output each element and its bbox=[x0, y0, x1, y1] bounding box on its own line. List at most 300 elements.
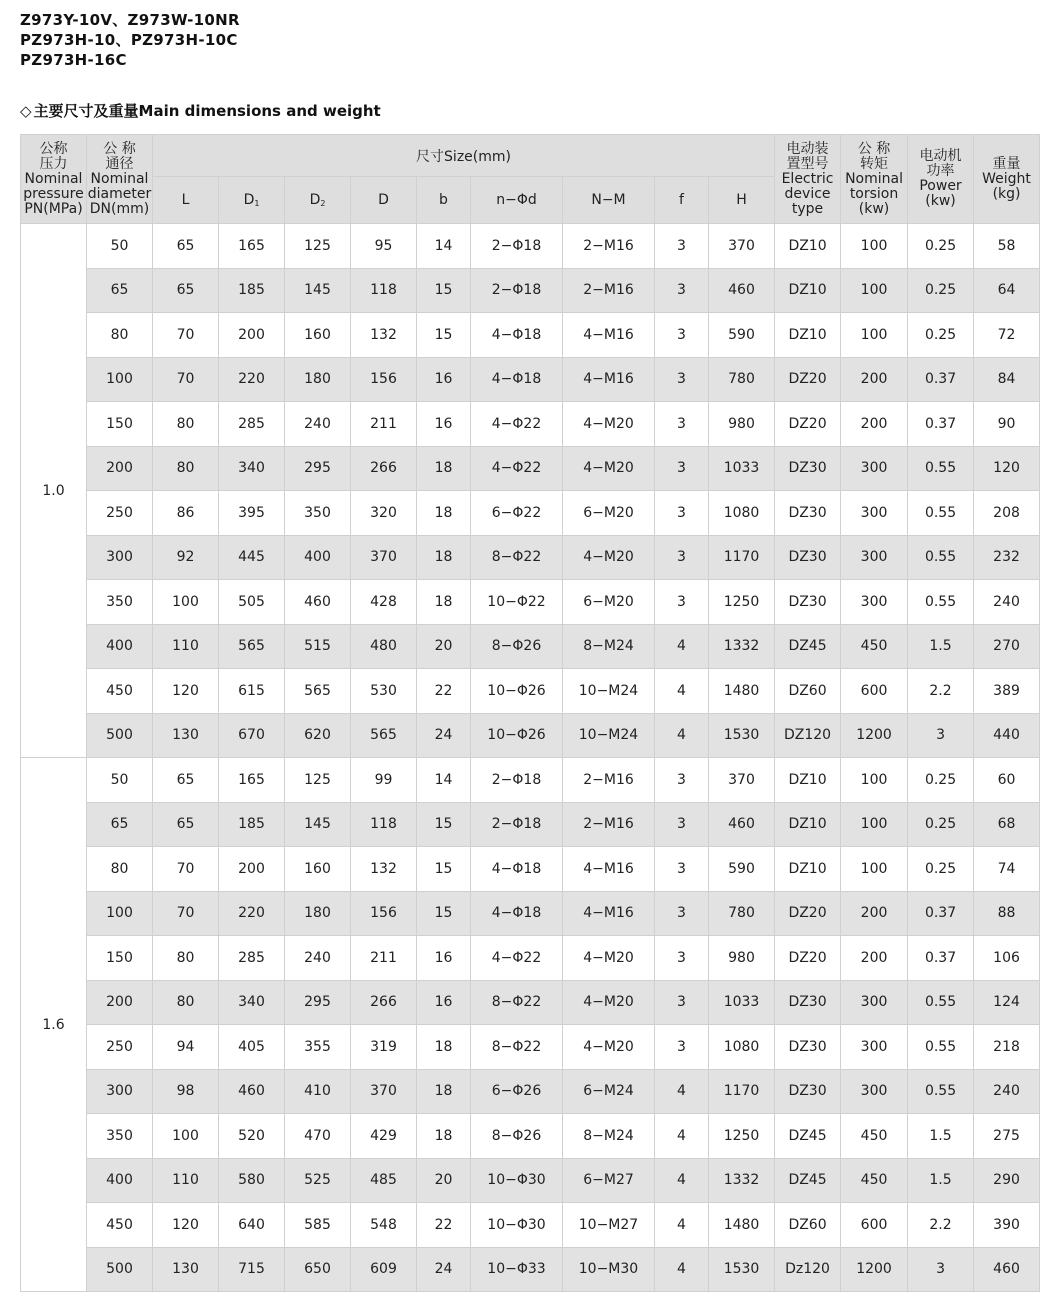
table-cell: 65 bbox=[153, 268, 219, 313]
table-cell: 4−Φ18 bbox=[471, 357, 563, 402]
table-cell: 3 bbox=[655, 980, 709, 1025]
table-cell: 640 bbox=[219, 1203, 285, 1248]
table-cell: 300 bbox=[841, 580, 908, 625]
table-cell: 4 bbox=[655, 1203, 709, 1248]
table-cell: 100 bbox=[841, 758, 908, 803]
table-cell: 3 bbox=[908, 713, 974, 758]
table-cell: 3 bbox=[655, 535, 709, 580]
table-cell: DZ10 bbox=[775, 313, 841, 358]
table-body bbox=[21, 224, 1040, 1292]
table-cell: 2−M16 bbox=[563, 802, 655, 847]
table-cell: 68 bbox=[974, 802, 1040, 847]
table-cell: 600 bbox=[841, 669, 908, 714]
table-cell: 200 bbox=[87, 446, 153, 491]
table-cell: 16 bbox=[417, 980, 471, 1025]
table-cell: 15 bbox=[417, 268, 471, 313]
table-cell: 300 bbox=[87, 1069, 153, 1114]
table-row bbox=[21, 402, 1040, 447]
table-cell: DZ60 bbox=[775, 669, 841, 714]
table-cell: 485 bbox=[351, 1158, 417, 1203]
table-cell: 4 bbox=[655, 669, 709, 714]
table-cell: DZ10 bbox=[775, 758, 841, 803]
table-cell: DZ10 bbox=[775, 224, 841, 269]
table-cell: 400 bbox=[87, 624, 153, 669]
table-cell: 132 bbox=[351, 847, 417, 892]
table-cell: 130 bbox=[153, 713, 219, 758]
header-size: 尺寸Size(mm) bbox=[153, 135, 775, 177]
table-cell: 400 bbox=[87, 1158, 153, 1203]
table-cell: 470 bbox=[285, 1114, 351, 1159]
table-row bbox=[21, 980, 1040, 1025]
table-cell: 58 bbox=[974, 224, 1040, 269]
table-cell: 4−M20 bbox=[563, 936, 655, 981]
table-cell: 4−Φ18 bbox=[471, 313, 563, 358]
table-cell: 150 bbox=[87, 402, 153, 447]
table-cell: 3 bbox=[655, 802, 709, 847]
table-cell: 95 bbox=[351, 224, 417, 269]
table-cell: 0.55 bbox=[908, 1069, 974, 1114]
table-cell: 355 bbox=[285, 1025, 351, 1070]
table-cell: 0.37 bbox=[908, 402, 974, 447]
table-row bbox=[21, 847, 1040, 892]
table-cell: 10−Φ33 bbox=[471, 1247, 563, 1292]
header-N-M: N−M bbox=[563, 177, 655, 224]
table-cell: 300 bbox=[841, 1025, 908, 1070]
table-cell: 88 bbox=[974, 891, 1040, 936]
table-cell: 0.55 bbox=[908, 535, 974, 580]
table-cell: 500 bbox=[87, 1247, 153, 1292]
table-cell: 10−M24 bbox=[563, 669, 655, 714]
table-cell: 565 bbox=[285, 669, 351, 714]
table-cell: 0.25 bbox=[908, 313, 974, 358]
table-cell: 240 bbox=[285, 402, 351, 447]
table-cell: 160 bbox=[285, 313, 351, 358]
table-cell: DZ45 bbox=[775, 624, 841, 669]
table-cell: 100 bbox=[841, 847, 908, 892]
table-cell: 60 bbox=[974, 758, 1040, 803]
table-cell: 370 bbox=[709, 224, 775, 269]
table-cell: 340 bbox=[219, 446, 285, 491]
table-cell: 65 bbox=[153, 758, 219, 803]
table-cell: 185 bbox=[219, 268, 285, 313]
table-cell: DZ10 bbox=[775, 268, 841, 313]
table-cell: 99 bbox=[351, 758, 417, 803]
header-f: f bbox=[655, 177, 709, 224]
table-cell: 8−M24 bbox=[563, 624, 655, 669]
table-cell: 0.37 bbox=[908, 891, 974, 936]
table-cell: 74 bbox=[974, 847, 1040, 892]
table-cell: DZ30 bbox=[775, 491, 841, 536]
table-cell: 180 bbox=[285, 357, 351, 402]
table-cell: 0.37 bbox=[908, 357, 974, 402]
header-D1: $D_1$ bbox=[219, 177, 285, 224]
table-cell: 650 bbox=[285, 1247, 351, 1292]
header-device: 电动装 置型号 Electric device type bbox=[775, 135, 841, 224]
table-cell: 125 bbox=[285, 758, 351, 803]
table-cell: 250 bbox=[87, 491, 153, 536]
header-H: H bbox=[709, 177, 775, 224]
table-cell: 0.55 bbox=[908, 580, 974, 625]
table-cell: 232 bbox=[974, 535, 1040, 580]
table-cell: 0.55 bbox=[908, 1025, 974, 1070]
table-cell: 8−M24 bbox=[563, 1114, 655, 1159]
table-cell: 4 bbox=[655, 624, 709, 669]
table-cell: 4−Φ22 bbox=[471, 402, 563, 447]
table-cell: 6−Φ26 bbox=[471, 1069, 563, 1114]
table-cell: 450 bbox=[87, 1203, 153, 1248]
table-cell: 460 bbox=[974, 1247, 1040, 1292]
table-cell: 450 bbox=[87, 669, 153, 714]
table-cell: 100 bbox=[841, 802, 908, 847]
table-cell: 15 bbox=[417, 847, 471, 892]
table-cell: 4 bbox=[655, 1069, 709, 1114]
table-cell: 92 bbox=[153, 535, 219, 580]
table-cell: DZ30 bbox=[775, 980, 841, 1025]
table-cell: 460 bbox=[709, 268, 775, 313]
table-cell: 156 bbox=[351, 891, 417, 936]
table-cell: 285 bbox=[219, 936, 285, 981]
table-cell: 1250 bbox=[709, 580, 775, 625]
table-cell: 3 bbox=[655, 936, 709, 981]
table-cell: 395 bbox=[219, 491, 285, 536]
table-cell: 0.25 bbox=[908, 268, 974, 313]
table-cell: 156 bbox=[351, 357, 417, 402]
table-row bbox=[21, 268, 1040, 313]
table-cell: 16 bbox=[417, 357, 471, 402]
table-cell: 2−M16 bbox=[563, 758, 655, 803]
table-cell: 300 bbox=[841, 535, 908, 580]
table-cell: 124 bbox=[974, 980, 1040, 1025]
table-row bbox=[21, 891, 1040, 936]
table-row bbox=[21, 1114, 1040, 1159]
table-cell: 220 bbox=[219, 891, 285, 936]
table-cell: DZ30 bbox=[775, 1025, 841, 1070]
table-cell: 98 bbox=[153, 1069, 219, 1114]
table-cell: 520 bbox=[219, 1114, 285, 1159]
table-cell: 515 bbox=[285, 624, 351, 669]
table-cell: 0.55 bbox=[908, 491, 974, 536]
table-cell: 6−M24 bbox=[563, 1069, 655, 1114]
table-cell: 1.5 bbox=[908, 624, 974, 669]
table-row bbox=[21, 224, 1040, 269]
table-cell: 15 bbox=[417, 891, 471, 936]
table-cell: DZ30 bbox=[775, 1069, 841, 1114]
table-cell: 429 bbox=[351, 1114, 417, 1159]
table-cell: 10−Φ26 bbox=[471, 713, 563, 758]
table-cell: 780 bbox=[709, 891, 775, 936]
table-cell: 70 bbox=[153, 847, 219, 892]
table-cell: 50 bbox=[87, 224, 153, 269]
diamond-icon: ◇ bbox=[20, 102, 32, 120]
table-cell: 200 bbox=[219, 313, 285, 358]
table-cell: 10−M27 bbox=[563, 1203, 655, 1248]
table-cell: 340 bbox=[219, 980, 285, 1025]
table-cell: 609 bbox=[351, 1247, 417, 1292]
table-row bbox=[21, 936, 1040, 981]
table-cell: 295 bbox=[285, 446, 351, 491]
table-row bbox=[21, 669, 1040, 714]
table-cell: 84 bbox=[974, 357, 1040, 402]
table-cell: 8−Φ26 bbox=[471, 1114, 563, 1159]
table-cell: 165 bbox=[219, 224, 285, 269]
table-cell: 4−M16 bbox=[563, 357, 655, 402]
table-cell: 4−M20 bbox=[563, 402, 655, 447]
table-cell: 200 bbox=[841, 402, 908, 447]
table-cell: 4 bbox=[655, 1247, 709, 1292]
table-row bbox=[21, 624, 1040, 669]
table-cell: 400 bbox=[285, 535, 351, 580]
table-cell: 86 bbox=[153, 491, 219, 536]
table-cell: 410 bbox=[285, 1069, 351, 1114]
table-cell: 22 bbox=[417, 669, 471, 714]
table-cell: 428 bbox=[351, 580, 417, 625]
header-power: 电动机 功率 Power (kw) bbox=[908, 135, 974, 224]
table-cell: 505 bbox=[219, 580, 285, 625]
table-cell: 70 bbox=[153, 313, 219, 358]
table-cell: 15 bbox=[417, 802, 471, 847]
table-cell: 80 bbox=[87, 313, 153, 358]
table-cell: 1530 bbox=[709, 1247, 775, 1292]
table-cell: 3 bbox=[655, 446, 709, 491]
header-dn: 公 称 通径 Nominal diameter DN(mm) bbox=[87, 135, 153, 224]
table-cell: 0.25 bbox=[908, 802, 974, 847]
table-cell: DZ30 bbox=[775, 580, 841, 625]
table-row bbox=[21, 446, 1040, 491]
table-row bbox=[21, 713, 1040, 758]
table-cell: 94 bbox=[153, 1025, 219, 1070]
table-cell: 65 bbox=[87, 268, 153, 313]
table-cell: DZ20 bbox=[775, 936, 841, 981]
table-cell: 65 bbox=[153, 224, 219, 269]
table-cell: DZ20 bbox=[775, 891, 841, 936]
table-cell: DZ120 bbox=[775, 713, 841, 758]
table-cell: 2−M16 bbox=[563, 224, 655, 269]
table-cell: 3 bbox=[655, 847, 709, 892]
model-line: PZ973H-10、PZ973H-10C bbox=[20, 31, 238, 49]
table-cell: 65 bbox=[153, 802, 219, 847]
table-cell: DZ30 bbox=[775, 535, 841, 580]
table-cell: 1480 bbox=[709, 1203, 775, 1248]
table-cell: 240 bbox=[974, 580, 1040, 625]
table-cell: 3 bbox=[655, 402, 709, 447]
table-cell: DZ10 bbox=[775, 802, 841, 847]
table-cell: 24 bbox=[417, 713, 471, 758]
table-cell: 445 bbox=[219, 535, 285, 580]
table-cell: 4−M20 bbox=[563, 535, 655, 580]
table-cell: 2.2 bbox=[908, 669, 974, 714]
table-cell: 266 bbox=[351, 980, 417, 1025]
table-cell: 72 bbox=[974, 313, 1040, 358]
table-cell: 2−Φ18 bbox=[471, 268, 563, 313]
table-cell: DZ45 bbox=[775, 1114, 841, 1159]
table-row bbox=[21, 1069, 1040, 1114]
table-cell: 450 bbox=[841, 1114, 908, 1159]
table-cell: 4−Φ18 bbox=[471, 891, 563, 936]
table-cell: 4−Φ22 bbox=[471, 446, 563, 491]
table-cell: 240 bbox=[285, 936, 351, 981]
table-cell: 4 bbox=[655, 1158, 709, 1203]
table-cell: 1200 bbox=[841, 1247, 908, 1292]
table-cell: 4 bbox=[655, 1114, 709, 1159]
table-cell: 0.25 bbox=[908, 847, 974, 892]
table-cell: 620 bbox=[285, 713, 351, 758]
table-cell: 10−M24 bbox=[563, 713, 655, 758]
table-cell: 4−Φ22 bbox=[471, 936, 563, 981]
table-cell: 145 bbox=[285, 268, 351, 313]
table-cell: 2−Φ18 bbox=[471, 802, 563, 847]
table-cell: 600 bbox=[841, 1203, 908, 1248]
header-torsion: 公 称 转矩 Nominal torsion (kw) bbox=[841, 135, 908, 224]
table-cell: 3 bbox=[655, 357, 709, 402]
table-cell: 20 bbox=[417, 624, 471, 669]
table-cell: 165 bbox=[219, 758, 285, 803]
table-cell: 266 bbox=[351, 446, 417, 491]
table-cell: 16 bbox=[417, 936, 471, 981]
table-cell: 4−M20 bbox=[563, 1025, 655, 1070]
table-cell: 3 bbox=[655, 313, 709, 358]
table-cell: 6−Φ22 bbox=[471, 491, 563, 536]
table-cell: 100 bbox=[841, 268, 908, 313]
table-cell: 8−Φ22 bbox=[471, 1025, 563, 1070]
table-row bbox=[21, 802, 1040, 847]
table-cell: 615 bbox=[219, 669, 285, 714]
table-cell: 2.2 bbox=[908, 1203, 974, 1248]
table-cell: 118 bbox=[351, 802, 417, 847]
table-cell: 580 bbox=[219, 1158, 285, 1203]
table-cell: 1080 bbox=[709, 1025, 775, 1070]
table-cell: 1530 bbox=[709, 713, 775, 758]
table-cell: 4−M16 bbox=[563, 891, 655, 936]
table-cell: 20 bbox=[417, 1158, 471, 1203]
table-cell: 250 bbox=[87, 1025, 153, 1070]
table-cell: 18 bbox=[417, 1114, 471, 1159]
table-cell: 270 bbox=[974, 624, 1040, 669]
model-list bbox=[20, 10, 620, 70]
header-pn: 公称 压力 Nominal pressure PN(MPa) bbox=[21, 135, 87, 224]
table-cell: 4−M16 bbox=[563, 313, 655, 358]
table-cell: 200 bbox=[841, 891, 908, 936]
table-cell: 3 bbox=[655, 580, 709, 625]
table-cell: 80 bbox=[153, 446, 219, 491]
table-cell: 8−Φ22 bbox=[471, 980, 563, 1025]
table-cell: 4−M20 bbox=[563, 446, 655, 491]
table-cell: DZ45 bbox=[775, 1158, 841, 1203]
table-cell: 120 bbox=[153, 1203, 219, 1248]
section-title-text: 主要尺寸及重量Main dimensions and weight bbox=[33, 102, 381, 120]
table-cell: 80 bbox=[153, 402, 219, 447]
table-cell: 300 bbox=[841, 1069, 908, 1114]
table-cell: 50 bbox=[87, 758, 153, 803]
table-cell: 100 bbox=[153, 580, 219, 625]
table-cell: 100 bbox=[87, 891, 153, 936]
table-cell: 100 bbox=[87, 357, 153, 402]
table-cell: 1480 bbox=[709, 669, 775, 714]
table-cell: 300 bbox=[87, 535, 153, 580]
table-cell: 350 bbox=[87, 580, 153, 625]
table-cell: 2−Φ18 bbox=[471, 758, 563, 803]
table-cell: 3 bbox=[908, 1247, 974, 1292]
table-cell: 211 bbox=[351, 402, 417, 447]
table-row bbox=[21, 535, 1040, 580]
table-cell: 0.37 bbox=[908, 936, 974, 981]
header-D: D bbox=[351, 177, 417, 224]
table-cell: 525 bbox=[285, 1158, 351, 1203]
table-cell: 980 bbox=[709, 402, 775, 447]
table-cell: 18 bbox=[417, 1069, 471, 1114]
table-cell: 715 bbox=[219, 1247, 285, 1292]
table-cell: 1033 bbox=[709, 980, 775, 1025]
table-cell: 1170 bbox=[709, 535, 775, 580]
table-cell: 370 bbox=[709, 758, 775, 803]
table-cell: 16 bbox=[417, 402, 471, 447]
table-cell: 10−Φ22 bbox=[471, 580, 563, 625]
table-cell: 2−M16 bbox=[563, 268, 655, 313]
table-cell: 3 bbox=[655, 758, 709, 803]
table-cell: 350 bbox=[87, 1114, 153, 1159]
table-cell: Dz120 bbox=[775, 1247, 841, 1292]
table-cell: 110 bbox=[153, 1158, 219, 1203]
table-cell: 1033 bbox=[709, 446, 775, 491]
table-cell: 319 bbox=[351, 1025, 417, 1070]
table-cell: 10−Φ26 bbox=[471, 669, 563, 714]
table-cell: 460 bbox=[219, 1069, 285, 1114]
table-cell: 2−Φ18 bbox=[471, 224, 563, 269]
table-cell: 10−M30 bbox=[563, 1247, 655, 1292]
table-cell: 8−Φ22 bbox=[471, 535, 563, 580]
table-cell: 450 bbox=[841, 624, 908, 669]
table-cell: 160 bbox=[285, 847, 351, 892]
table-cell: 0.55 bbox=[908, 446, 974, 491]
table-cell: DZ20 bbox=[775, 357, 841, 402]
table-cell: 460 bbox=[285, 580, 351, 625]
table-cell: 70 bbox=[153, 357, 219, 402]
table-cell: 18 bbox=[417, 535, 471, 580]
table-cell: 1332 bbox=[709, 1158, 775, 1203]
table-cell: 64 bbox=[974, 268, 1040, 313]
table-row bbox=[21, 758, 1040, 803]
table-cell: 670 bbox=[219, 713, 285, 758]
table-cell: DZ60 bbox=[775, 1203, 841, 1248]
model-line: Z973Y-10V、Z973W-10NR bbox=[20, 11, 240, 29]
table-row bbox=[21, 1158, 1040, 1203]
header-D2: $D_2$ bbox=[285, 177, 351, 224]
table-cell: 1200 bbox=[841, 713, 908, 758]
table-cell: 300 bbox=[841, 491, 908, 536]
table-cell: 145 bbox=[285, 802, 351, 847]
pn-cell: 1.0 bbox=[21, 224, 87, 758]
table-cell: 70 bbox=[153, 891, 219, 936]
table-cell: 22 bbox=[417, 1203, 471, 1248]
table-cell: 3 bbox=[655, 1025, 709, 1070]
table-cell: 1080 bbox=[709, 491, 775, 536]
table-cell: 132 bbox=[351, 313, 417, 358]
table-cell: 100 bbox=[841, 313, 908, 358]
table-cell: 0.55 bbox=[908, 980, 974, 1025]
table-cell: 18 bbox=[417, 580, 471, 625]
table-cell: 1250 bbox=[709, 1114, 775, 1159]
table-cell: 300 bbox=[841, 980, 908, 1025]
table-cell: 80 bbox=[153, 936, 219, 981]
table-cell: 480 bbox=[351, 624, 417, 669]
table-row bbox=[21, 491, 1040, 536]
table-cell: DZ20 bbox=[775, 402, 841, 447]
header-weight: 重量 Weight (kg) bbox=[974, 135, 1040, 224]
table-cell: 200 bbox=[219, 847, 285, 892]
table-row bbox=[21, 1203, 1040, 1248]
table-cell: 450 bbox=[841, 1158, 908, 1203]
table-row bbox=[21, 313, 1040, 358]
table-cell: 3 bbox=[655, 491, 709, 536]
